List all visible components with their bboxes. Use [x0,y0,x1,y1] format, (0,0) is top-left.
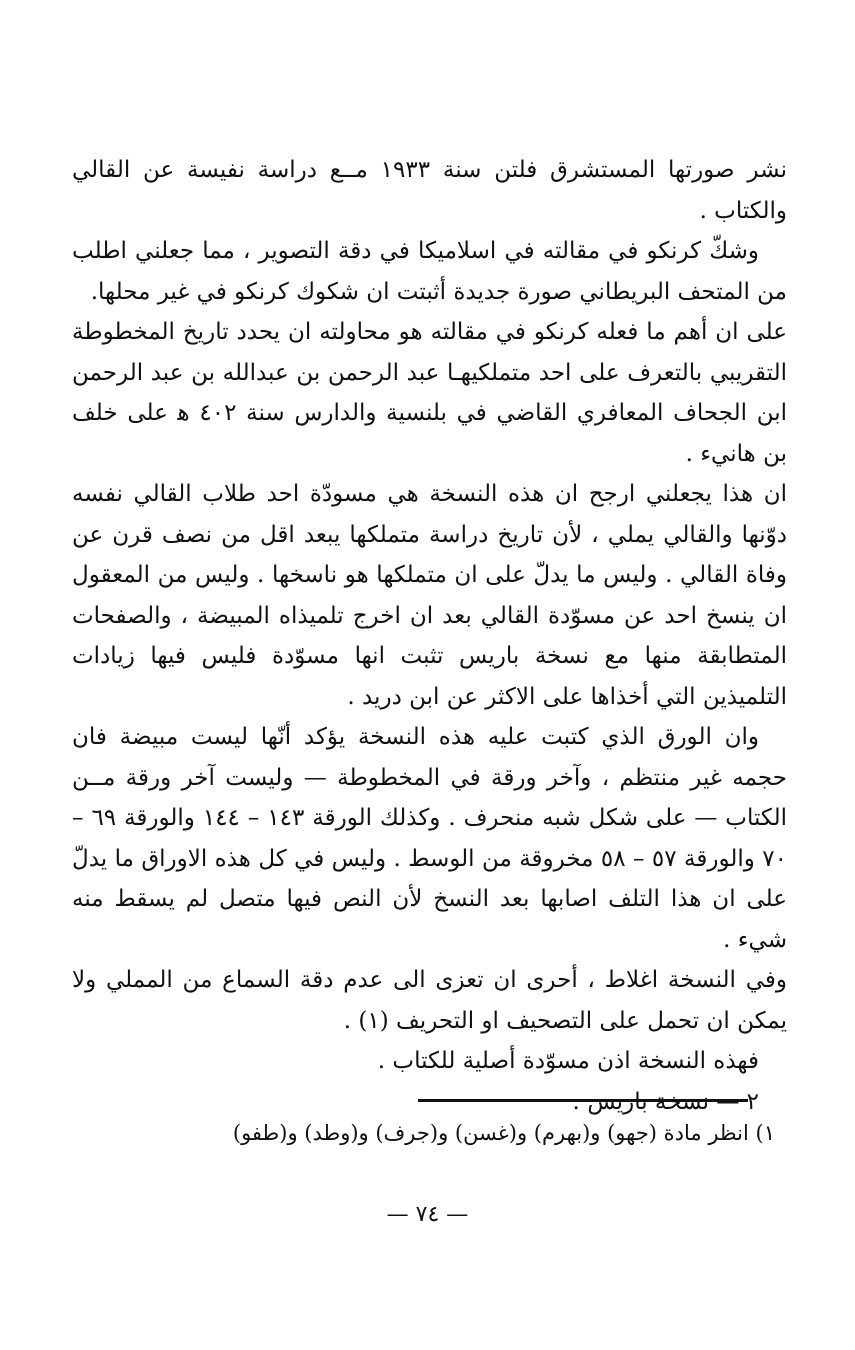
paragraph-3: على ان أهم ما فعله كرنكو في مقالته هو محاولته ان يحدد تاريخ المخطوطة التقريبي بالتعرف على احد متملكيهـا عبد الرحمن بن عبدالله بن عبد الرحمن ابن الجحاف المعافري القاضي في بلنسية والدارس سنة ٤٠٢ ﻫ على خلف بن هانيء . [72,319,788,467]
paragraph-2: وشكّ كرنكو في مقالته في اسلاميكا في دقة التصوير ، مما جعلني اطلب من المتحف البريطاني صورة جديدة أثبتت ان شكوك كرنكو في غير محلها. [72,238,787,305]
paragraph-6: وفي النسخة اغلاط ، أحرى ان تعزى الى عدم دقة السماع من المملي ولا يمكن ان تحمل على التصحيف او التحريف (١) . [72,967,787,1034]
paragraph-1: نشر صورتها المستشرق فلتن سنة ١٩٣٣ مــع دراسة نفيسة عن القالي والكتاب . [72,157,787,224]
footnote: ١) انظر مادة (جهو) و(بهرم) و(غسن) و(جرف) و(وطد) و(طفو) [232,1121,775,1145]
paragraph-5: وان الورق الذي كتبت عليه هذه النسخة يؤكد أنّها ليست مبيضة فان حجمه غير منتظم ، وآخر ورقة في المخطوطة — وليست آخر ورقة مــن الكتاب — على شكل شبه منحرف . وكذلك الورقة ١٤٣ – ١٤٤ والورقة ٦٩ – ٧٠ والورقة ٥٧ – ٥٨ مخروقة من الوسط . وليس في كل هذه الاوراق ما يدلّ على ان هذا التلف اصابها بعد النسخ لأن النص فيها متصل لم يسقط منه شيء . [72,724,787,953]
page-number: — ٧٤ — [386,1202,469,1227]
section-heading: ٢ — نسخة باريس : [572,1088,759,1115]
body-text [72,150,787,1122]
paragraph-4: ان هذا يجعلني ارجح ان هذه النسخة هي مسودّة احد طلاب القالي نفسه دوّنها والقالي يملي ، لأن تاريخ دراسة متملكها يبعد اقل من نصف قرن عن وفاة القالي . وليس ما يدلّ على ان متملكها هو ناسخها . وليس من المعقول ان ينسخ احد عن مسوّدة القالي بعد ان اخرج تلميذاه المبيضة ، والصفحات المتطابقة منها مع نسخة باريس تثبت انها مسوّدة فليس فيها زيادات التلميذين التي أخذاها على الاكثر عن ابن دريد . [72,481,787,710]
footnote-divider [418,1099,748,1102]
paragraph-7: فهذه النسخة اذن مسوّدة أصلية للكتاب . [377,1048,759,1074]
